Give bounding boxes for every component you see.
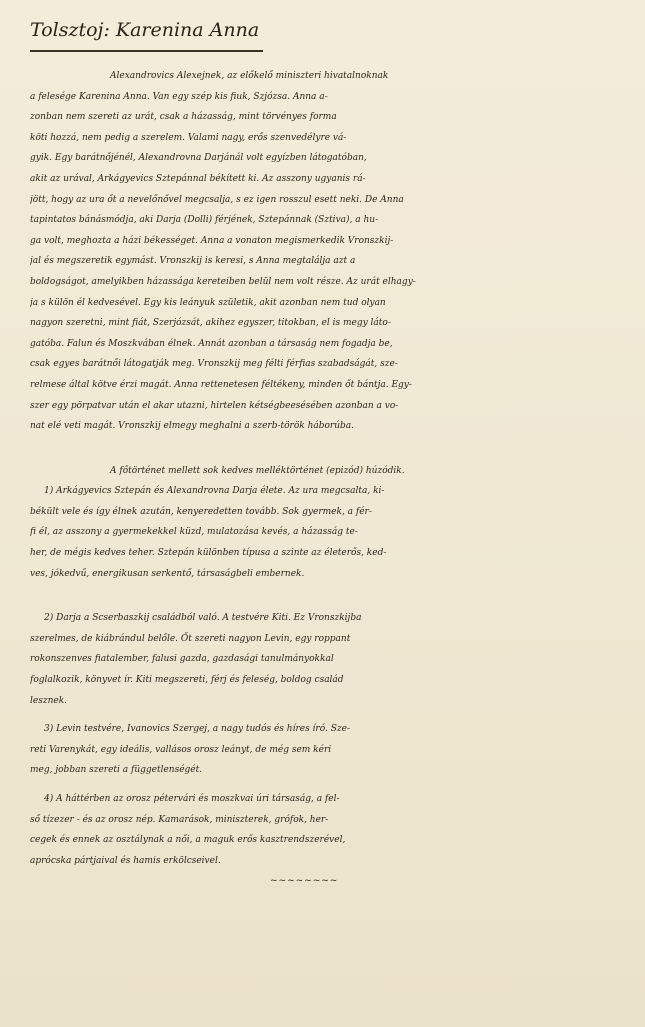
text-line: relmese által kötve érzi magát. Anna rettenetesen féltékeny, minden őt bántja. Egy-: [30, 379, 412, 390]
text-line: gatóba. Falun és Moszkvában élnek. Annát azonban a társaság nem fogadja be,: [30, 338, 393, 349]
text-line: boldogságot, amelyikben házassága kereteiben belül nem volt része. Az urát elhagy-: [30, 276, 416, 287]
paragraph-item-3: [30, 719, 619, 781]
text-line: 3) Levin testvére, Ivanovics Szergej, a nagy tudós és híres író. Sze-: [44, 724, 350, 735]
page-title: Tolsztoj: Karenina Anna: [30, 10, 263, 52]
text-line: csak egyes barátnői látogatják meg. Vronszkij meg félti férfias szabadságát, sze-: [30, 359, 398, 370]
text-line: 4) A háttérben az orosz pétervári és moszkvai úri társaság, a fel-: [44, 794, 340, 804]
text-line: ja s külön él kedvesével. Egy kis leányuk születik, akit azonban nem tud olyan: [30, 297, 386, 308]
text-line: cegek és ennek az osztálynak a női, a maguk erős kasztrendszerével,: [30, 835, 346, 846]
text-line: 2) Darja a Scserbaszkij családból való. A testvére Kiti. Ez Vronszkijba: [44, 613, 362, 624]
text-line: aprócska pártjaival és hamis erkölcseivel.: [30, 855, 221, 866]
text-line: ső tízezer - és az orosz nép. Kamarások, miniszterek, grófok, her-: [30, 814, 329, 825]
text-line: szer egy pörpatvar után el akar utazni, hirtelen kétségbeesésében azonban a vo-: [30, 400, 399, 411]
text-line: gyik. Egy barátnőjénél, Alexandrovna Darjánál volt egyízben látogatóban,: [30, 153, 367, 164]
text-line: rokonszenves fiatalember, falusi gazda, gazdasági tanulmányokkal: [30, 654, 334, 665]
paragraph-episodes: [30, 461, 619, 585]
text-line: tapintatos bánásmódja, aki Darja (Dolli) férjének, Sztepánnak (Sztiva), a hu-: [30, 215, 379, 226]
text-line: nat elé veti magát. Vronszkij elmegy meghalni a szerb-török háborúba.: [30, 421, 355, 432]
text-line: szerelmes, de kiábrándul belőle. Őt szereti nagyon Levin, egy roppant: [30, 633, 351, 644]
closing-flourish: ~~~~~~~~: [270, 876, 339, 887]
text-line: fi él, az asszony a gyermekekkel küzd, mulatozása kevés, a házasság te-: [30, 527, 358, 538]
text-line: ga volt, meghozta a házi békességet. Anna a vonaton megismerkedik Vronszkij-: [30, 235, 394, 246]
text-line: Alexandrovics Alexejnek, az előkelő miniszteri hivatalnoknak: [110, 71, 389, 81]
text-line: nagyon szeretni, mint fiát, Szerjózsát, akihez egyszer, titokban, el is megy láto-: [30, 318, 391, 329]
text-line: 1) Arkágyevics Sztepán és Alexandrovna Darja élete. Az ura megcsalta, ki-: [44, 486, 385, 497]
text-line: a felesége Karenina Anna. Van egy szép kis fiuk, Szjózsa. Anna a-: [30, 91, 328, 102]
text-line: zonban nem szereti az urát, csak a házasság, mint törvényes forma: [30, 112, 337, 123]
text-line: reti Varenykát, egy ideális, vallásos orosz leányt, de még sem kéri: [30, 744, 332, 755]
text-line: akit az urával, Arkágyevics Sztepánnal békített ki. Az asszony ugyanis rá-: [30, 173, 366, 184]
text-line: meg, jobban szereti a függetlenségét.: [30, 765, 203, 776]
text-line: jött, hogy az ura őt a nevelőnővel megcsalja, s ez igen rosszul esett neki. De Anna: [30, 194, 404, 205]
text-line: foglalkozik, könyvet ír. Kiti megszereti, férj és feleség, boldog család: [30, 675, 344, 686]
paragraph-main: [30, 66, 619, 437]
paragraph-item-2: [30, 608, 619, 711]
paragraph-item-4: [30, 789, 619, 871]
text-line: békült vele és így élnek azután, kenyeredetten tovább. Sok gyermek, a fér-: [30, 506, 372, 517]
text-line: A főtörténet mellett sok kedves melléktörténet (epizód) húzódik.: [110, 465, 405, 476]
text-line: her, de mégis kedves teher. Sztepán különben típusa a szinte az életerős, ked-: [30, 548, 387, 559]
text-line: lesznek.: [30, 695, 68, 706]
text-line: ves, jókedvű, energikusan serkentő, társaságbeli embernek.: [30, 568, 305, 579]
text-line: köti hozzá, nem pedig a szerelem. Valami nagy, erős szenvedélyre vá-: [30, 132, 347, 143]
text-line: jal és megszeretik egymást. Vronszkij is keresi, s Anna megtalálja azt a: [30, 256, 356, 267]
